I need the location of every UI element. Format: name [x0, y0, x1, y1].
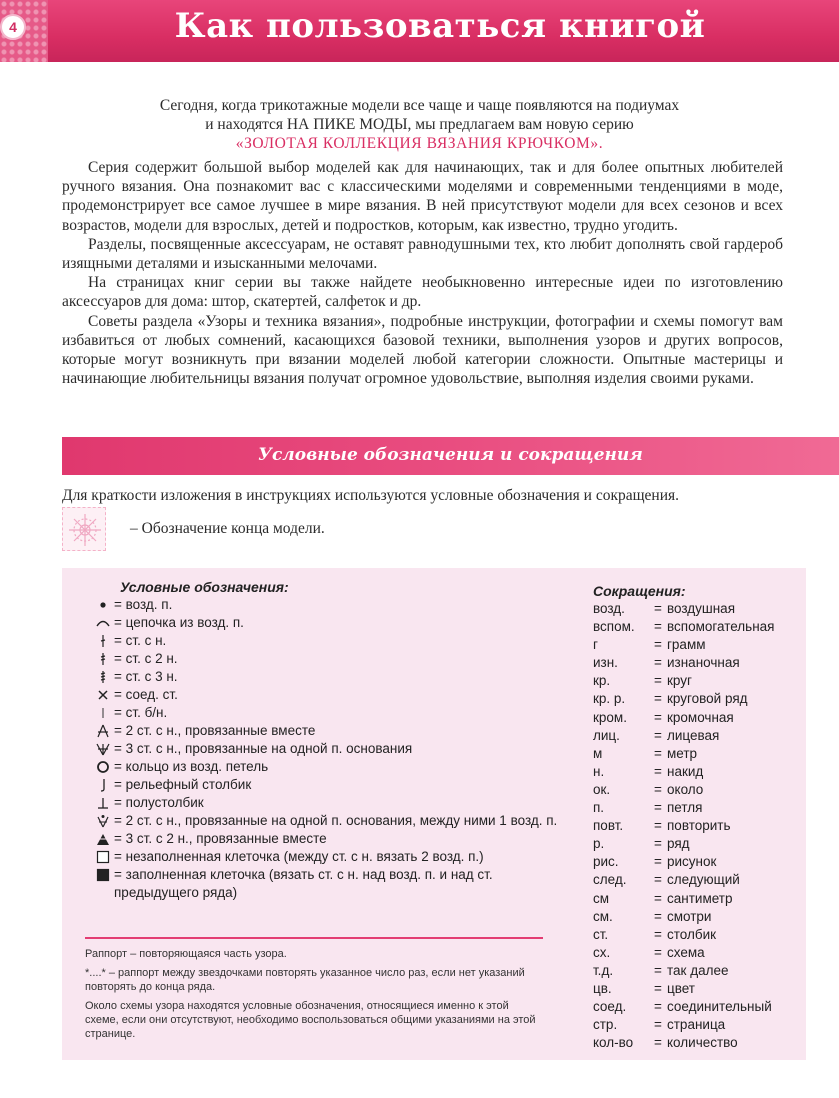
- abbreviation-row: н. = накид: [593, 763, 704, 779]
- legend-intro: Для краткости изложения в инструкциях используются условные обозначения и сокращения.: [62, 487, 680, 504]
- body-paragraph: Советы раздела «Узоры и техника вязания», подробные инструкции, фотографии и схемы помогут вам избавиться от любых сомнений, касающихся базовой техники, выполнения узоров и других вопросов, которые могут возникнуть при вязании моделей любой категории сложности. Опытные мастерицы и начинающие любительницы вязания получат огромное удовольствие, выполняя изделия своими руками.: [62, 312, 783, 388]
- intro-line-2: и находятся НА ПИКЕ МОДЫ, мы предлагаем вам новую серию: [205, 116, 634, 133]
- abbreviation-row: лиц. = лицевая: [593, 727, 720, 743]
- body-paragraph: На страницах книг серии вы также найдете необыкновенно интересные идеи по изготовлению аксессуаров для дома: штор, скатертей, салфеток и др.: [62, 274, 783, 311]
- abbreviation-row: изн. = изнаночная: [593, 655, 740, 671]
- page-number: 4: [0, 14, 26, 40]
- symbol-row: = кольцо из возд. петель: [72, 758, 572, 776]
- abbreviation-row: кол-во = количество: [593, 1035, 738, 1051]
- symbol-row: = ст. с н.: [72, 632, 572, 650]
- intro-line-1: Сегодня, когда трикотажные модели все чаще и чаще появляются на подиумах: [159, 97, 680, 114]
- filled-square-icon: [72, 866, 114, 884]
- symbol-row: = ст. с 3 н.: [72, 668, 572, 686]
- single-crochet-icon: [72, 704, 114, 722]
- symbol-row: = незаполненная клеточка (между ст. с н. вязать 2 возд. п.): [72, 848, 572, 866]
- abbreviation-row: р. = ряд: [593, 836, 690, 852]
- note-text: Раппорт – повторяющаяся часть узора.: [85, 948, 287, 960]
- three-dc-base-icon: [72, 740, 114, 758]
- page-header: [0, 0, 839, 62]
- abbreviation-row: соед. = соединительный: [593, 999, 772, 1015]
- notes-divider: [85, 937, 543, 939]
- abbreviation-row: м = метр: [593, 745, 698, 761]
- page-title: Как пользоваться книгой: [174, 6, 706, 46]
- chain-arc-icon: [72, 614, 114, 632]
- symbol-row: = ст. с 2 н.: [72, 650, 572, 668]
- intro-block: [0, 96, 839, 153]
- symbol-row: = цепочка из возд. п.: [72, 614, 572, 632]
- end-of-model-label: – Обозначение конца модели.: [130, 520, 325, 537]
- dc2tog-icon: [72, 722, 114, 740]
- abbreviation-row: см = сантиметр: [593, 890, 733, 906]
- abbreviation-row: см. = смотри: [593, 908, 712, 924]
- symbol-row: = 3 ст. с н., провязанные на одной п. основания: [72, 740, 572, 758]
- note-text: *....* – раппорт между звездочками повторять указанное число раз, если нет указаний повторять до конца ряда.: [85, 967, 525, 993]
- abbreviation-row: т.д. = так далее: [593, 962, 729, 978]
- notes-block: [85, 937, 545, 1046]
- abbreviation-row: рис. = рисунок: [593, 854, 717, 870]
- symbol-row: = 3 ст. с 2 н., провязанные вместе: [72, 830, 572, 848]
- abbreviation-row: вспом. = вспомогательная: [593, 619, 775, 635]
- symbol-row: = рельефный столбик: [72, 776, 572, 794]
- empty-square-icon: [72, 848, 114, 866]
- symbol-row: = возд. п.: [72, 596, 572, 614]
- cross-icon: [72, 686, 114, 704]
- abbreviation-row: цв. = цвет: [593, 980, 695, 996]
- body-paragraph: Разделы, посвященные аксессуарам, не оставят равнодушными тех, кто любит дополнять свой гардероб изящными деталями и изысканными мелочами.: [62, 235, 783, 273]
- section-banner: [62, 437, 839, 475]
- symbol-row: = полустолбик: [72, 794, 572, 812]
- symbol-row: = соед. ст.: [72, 686, 572, 704]
- double-crochet-2-icon: [72, 650, 114, 668]
- abbreviations-list: [593, 582, 823, 1052]
- symbol-row: = 2 ст. с н., провязанные вместе: [72, 722, 572, 740]
- half-dc-icon: [72, 794, 114, 812]
- abbreviation-row: повт. = повторить: [593, 818, 731, 834]
- dot-icon: [72, 596, 114, 614]
- series-name: «ЗОЛОТАЯ КОЛЛЕКЦИЯ ВЯЗАНИЯ КРЮЧКОМ».: [235, 135, 604, 152]
- abbreviation-row: кр. = круг: [593, 673, 692, 689]
- abbreviation-row: п. = петля: [593, 800, 703, 816]
- symbol-row: = 2 ст. с н., провязанные на одной п. основания, между ними 1 возд. п.: [72, 812, 572, 830]
- abbreviation-row: кр. р. = круговой ряд: [593, 691, 748, 707]
- body-text: [62, 158, 783, 388]
- cluster-icon: [72, 830, 114, 848]
- v-stitch-icon: [72, 812, 114, 830]
- relief-stitch-icon: [72, 776, 114, 794]
- abbreviations-heading: Сокращения:: [593, 583, 686, 599]
- abbreviation-row: сх. = схема: [593, 944, 705, 960]
- abbreviation-row: стр. = страница: [593, 1017, 726, 1033]
- end-of-model-icon: [62, 507, 106, 551]
- note-text: Около схемы узора находятся условные обозначения, относящиеся именно к этой схеме, если они отсутствуют, необходимо воспользоваться общими указаниями на этой странице.: [85, 1000, 536, 1040]
- ring-icon: [72, 758, 114, 776]
- double-crochet-3-icon: [72, 668, 114, 686]
- abbreviation-row: г = грамм: [593, 637, 706, 653]
- symbol-row: = заполненная клеточка (вязать ст. с н. над возд. п. и над ст. предыдущего ряда): [72, 866, 572, 902]
- abbreviation-row: след. = следующий: [593, 872, 740, 888]
- abbreviation-row: кром. = кромочная: [593, 709, 734, 725]
- symbols-heading: Условные обозначения:: [120, 579, 289, 595]
- section-title: Условные обозначения и сокращения: [258, 445, 643, 465]
- abbreviation-row: ок. = около: [593, 781, 704, 797]
- abbreviation-row: возд. = воздушная: [593, 601, 736, 616]
- dc-icon: [72, 632, 114, 650]
- body-paragraph: Серия содержит большой выбор моделей как для начинающих, так и для более опытных любителей ручного вязания. Она познакомит вас с классическими моделями и современными тенденциями в моде, продемонстрирует все самое лучшее в мире вязания. В ней присутствуют модели для всех сезонов и всех возрастов, модели для взрослых, детей и подростков, которым, как известно, трудно угодить.: [62, 159, 783, 234]
- abbreviation-row: ст. = столбик: [593, 926, 717, 942]
- symbols-list: [72, 578, 572, 902]
- symbol-row: = ст. б/н.: [72, 704, 572, 722]
